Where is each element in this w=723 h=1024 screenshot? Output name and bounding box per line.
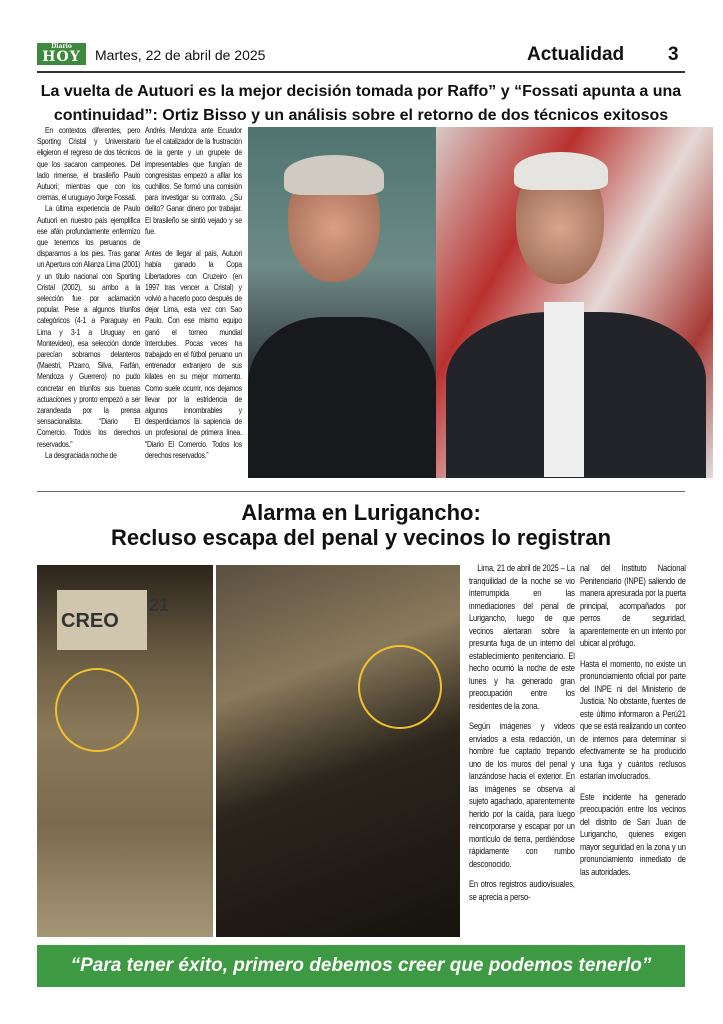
paragraph: La última experiencia de Paulo Autuori en nuestro país ejemplifica ese afán profundamente enfermizo que tenemos los peruanos de dispararnos a los pies. Tras ganar un Apertura con Alianza Lima (2001) y un título nacional con Sporting Cristal (2002), su arribo a la selección fue por aclamación popular. Pese a algunos triunfos categóricos (4-1 a Paraguay en Lima y 3-1 a Uruguay en Montevideo), esa selección donde parecían sobrarnos delanteros (Maestri, Pizarro, Silva, Farfán, Mendoza y Guerrero) no pudo concretar en triunfos sus buenas actuaciones y pronto empezó a ser zarandeada por la prensa sensacionalista. “Diario El Comercio. Todos los derechos reservados.” — [37, 203, 141, 449]
quote-text: “Para tener éxito, primero debemos creer que podemos tenerlo” — [70, 955, 652, 976]
logo-main-text: HOY — [42, 49, 81, 65]
headline-line: Recluso escapa del penal y vecinos lo registran — [110, 525, 612, 550]
photo-mound-escape — [216, 565, 460, 937]
section-divider — [37, 491, 685, 492]
issue-date: Martes, 22 de abril de 2025 — [95, 47, 266, 63]
wall-sign — [57, 590, 147, 650]
shirt — [248, 317, 436, 478]
paragraph: Antes de llegar al país, Autuori había ganado la Copa Libertadores con Cruzeiro (en 1997 tras vencer a Cristal) y volvió a hacerlo poco después de dejar Lima, esta vez con Sao Paulo. Con ese mismo equipo ganó el torneo mundial Interclubes. Pocas veces ha trabajado en el fútbol peruano un entrenador extranjero de sus kilates en su mejor momento. Como suele ocurrir, nos dejamos llevar por la estridencia de algunos innombrables y desperdiciamos la sapiencia de un profesional de primera línea. “Diario El Comercio. Todos los derechos reservados.” — [145, 248, 242, 460]
article2-column-2 — [580, 562, 686, 878]
hair — [284, 155, 384, 195]
hair — [514, 152, 608, 190]
logo — [37, 43, 86, 65]
photo-wall-escape — [37, 565, 213, 937]
headline-line: La vuelta de Autuori es la mejor decisión tomada por Raffo” y “Fossati apunta a una — [40, 83, 682, 100]
header-rule — [37, 71, 685, 73]
photo-autuori — [248, 127, 436, 478]
paragraph: La desgraciada noche de — [45, 449, 117, 460]
article2-column-1 — [469, 562, 575, 903]
headline-line: continuidad”: Ortiz Bisso y un análisis sobre el retorno de dos técnicos exitosos — [53, 107, 669, 124]
paragraph: Lima, 21 de abril de 2025 – La tranquilidad de la noche se vio interrumpida en las inmediaciones del penal de Lurigancho, luego de que vecinos alertaran sobre la presunta fuga de un interno del establecimiento penitenciario. El hecho ocurrió la noche de este lunes y ha generado gran preocupación entre los residentes de la zona. — [469, 563, 575, 711]
article2-headline — [37, 500, 685, 550]
quote-banner — [37, 945, 685, 987]
paragraph: nal del Instituto Nacional Penitenciario (INPE) saliendo de manera apresurada por la puerta principal, acompañados por perros de seguridad, aparentemente en un intento por ubicar al prófugo. — [580, 563, 686, 648]
article1-column-1 — [37, 125, 140, 461]
paragraph: Este incidente ha generado preocupación entre los vecinos del distrito de San Juan de Lurigancho, quienes exigen mayor seguridad en la zona y un pronunciamiento inmediato de las autoridades. — [580, 791, 686, 877]
highlight-circle — [55, 668, 139, 752]
paragraph: Según imágenes y videos enviados a esta redacción, un hombre fue captado trepando uno de los muros del penal y lanzándose hacia el exterior. En las imágenes se observa al sujeto agachado, aparentemente herido por la caída, para luego reincorporarse y escapar por un montículo de tierra, perdiéndose rápidamente con rumbo desconocido. — [469, 721, 575, 869]
section-title: Actualidad — [527, 44, 625, 65]
page-number: 3 — [668, 44, 679, 65]
paragraph: Hasta el momento, no existe un pronunciamiento oficial por parte del INPE ni del Ministerio de Justicia. No obstante, fuentes de este último informaron a Perú21 que se está realizando un conteo de internos para determinar si efectivamente se ha producido una fuga y cuántos reclusos estarían involucrados. — [580, 658, 686, 781]
paragraph: Andrés Mendoza ante Ecuador fue el catalizador de la frustración de la gente y un grupete de impresentables que fungían de congresistas empezó a afilar los cuchillos. Se formó una comisión para investigar su contrato. ¿Su delito? Ganar dinero por trabajar. El brasileño se sintió vejado y se fue. — [145, 125, 242, 236]
paragraph: En otros registros audiovisuales, se aprecia a perso- — [469, 879, 575, 902]
logo-top-text: Diario — [51, 43, 72, 50]
wall-number: 21 — [149, 595, 170, 615]
paragraph: En contextos diferentes, pero Sporting Cristal y Universitario eligieron el regreso de dos técnicos que los sacaron campeones. Del lado rimense, el brasileño Paulo Autuori; mientras que con los cremas, el uruguayo Jorge Fossati. — [37, 125, 141, 203]
article1-headline — [37, 80, 685, 128]
headline-line: Alarma en Lurigancho: — [241, 500, 481, 525]
shirt — [544, 302, 584, 477]
highlight-circle — [358, 645, 442, 729]
photo-fossati — [436, 127, 713, 478]
wall-sign-text: CREO — [61, 610, 119, 632]
article1-column-2 — [145, 125, 242, 461]
